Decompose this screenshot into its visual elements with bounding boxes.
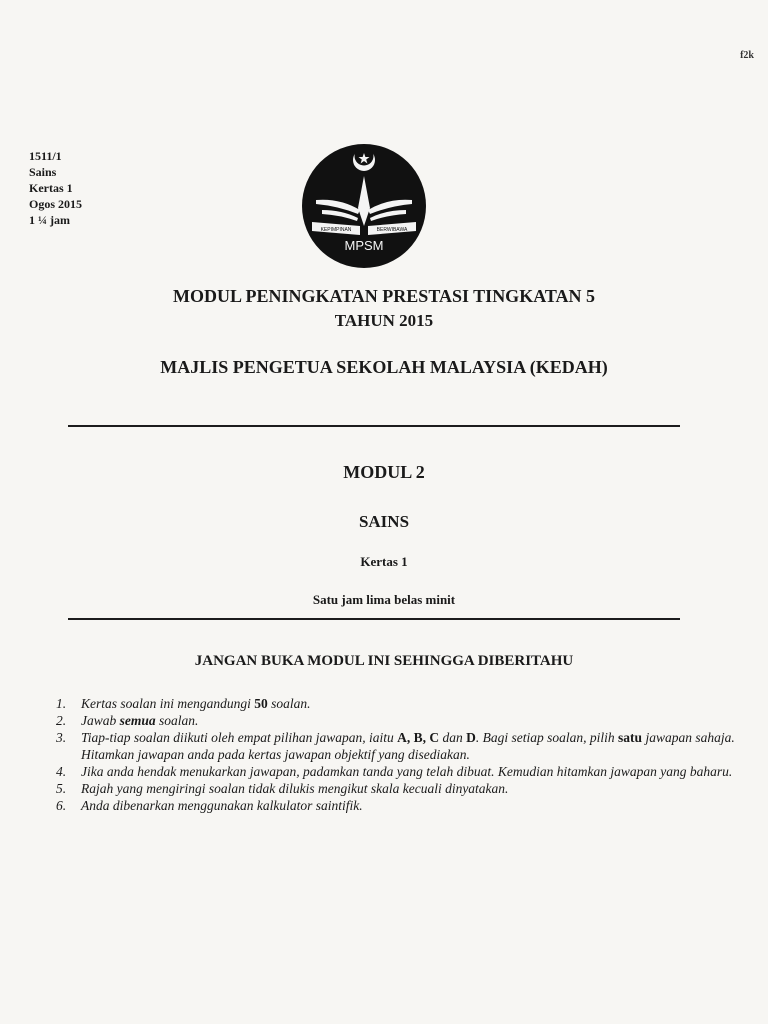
module-number: MODUL 2 <box>343 462 425 482</box>
divider-bottom <box>68 618 680 620</box>
module-title: MODUL PENINGKATAN PRESTASI TINGKATAN 5 <box>172 286 596 306</box>
duration-label: Satu jam lima belas minit <box>312 592 456 607</box>
paper-code: 1511/1 <box>29 149 62 163</box>
warning-notice: JANGAN BUKA MODUL INI SEHINGGA DIBERITAHU <box>194 653 574 669</box>
logo-text: MPSM <box>344 238 384 253</box>
mpsm-logo <box>300 142 428 270</box>
module-year: TAHUN 2015 <box>334 311 434 330</box>
logo-banner-right: BERWIBAWA <box>376 227 408 233</box>
meta-date: Ogos 2015 <box>29 197 83 211</box>
paper-meta <box>29 148 82 228</box>
divider-top <box>68 425 680 427</box>
meta-paper: Kertas 1 <box>29 181 73 195</box>
instruction-item: 3. Tiap-tiap soalan diikuti oleh empat pilihan jawapan, iaitu A, B, C dan D. Bagi setiap soalan, pilih satu jawapan sahaja. Hitamkan jawapan anda pada kertas jawapan objektif yang disediakan. <box>56 730 735 762</box>
organisation-name: MAJLIS PENGETUA SEKOLAH MALAYSIA (KEDAH) <box>160 357 608 377</box>
instruction-item: 2. Jawab semua soalan. <box>56 713 199 728</box>
paper-label: Kertas 1 <box>360 554 408 569</box>
logo-banner-left: KEPIMPINAN <box>320 227 352 233</box>
instructions-list <box>50 695 740 814</box>
instruction-item: 1. Kertas soalan ini mengandungi 50 soalan. <box>56 696 311 711</box>
instruction-item: 4. Jika anda hendak menukarkan jawapan, padamkan tanda yang telah dibuat. Kemudian hitamkan jawapan yang baharu. <box>56 764 733 779</box>
meta-subject: Sains <box>29 165 57 179</box>
instruction-item: 5. Rajah yang mengiringi soalan tidak dilukis mengikut skala kecuali dinyatakan. <box>56 781 509 796</box>
subject-title: SAINS <box>358 512 410 531</box>
page-number: f2k <box>740 50 754 61</box>
meta-duration: 1 ¼ jam <box>29 213 70 227</box>
instruction-item: 6. Anda dibenarkan menggunakan kalkulator saintifik. <box>56 798 363 813</box>
